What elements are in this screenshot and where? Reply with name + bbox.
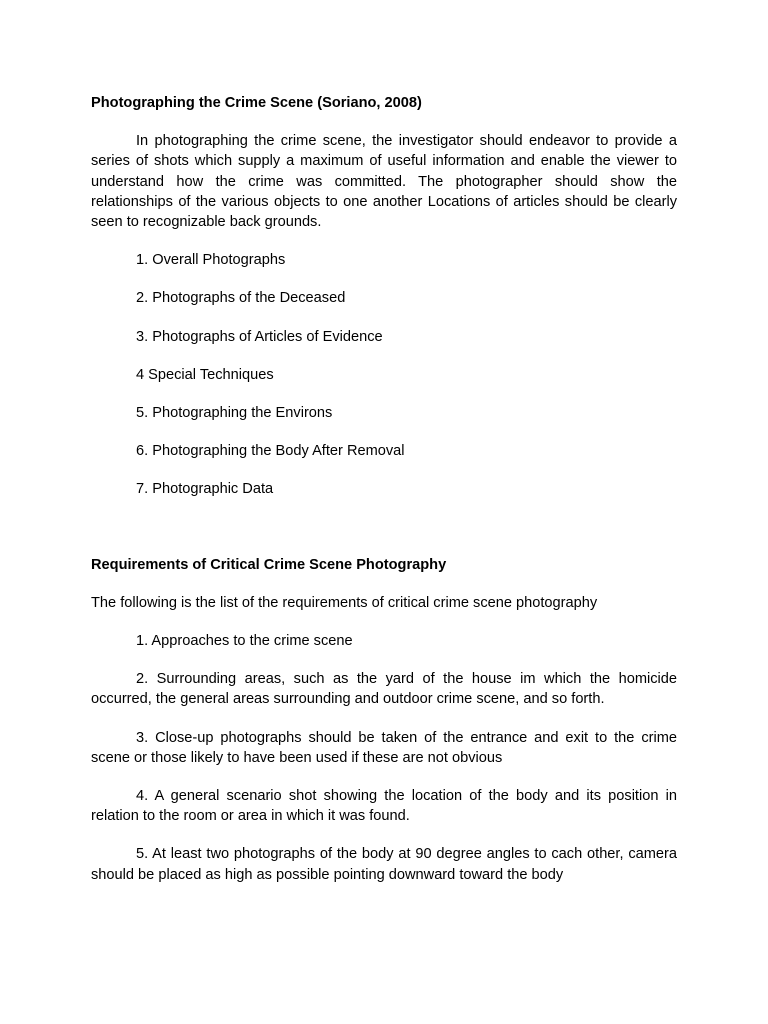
section-intro-paragraph: The following is the list of the requirements of critical crime scene photography bbox=[91, 594, 598, 611]
section-intro-paragraph: In photographing the crime scene, the investigator should endeavor to provide a series of shots which supply a maximum of useful information and enable the viewer to understand how the crime was committed. The photographer should show the relationships of the various objects to one another Locations of articles should be clearly seen to recognizable back grounds. bbox=[91, 133, 677, 231]
requirement-item: 3. Close-up photographs should be taken of the entrance and exit to the crime scene or those likely to have been used if these are not obvious bbox=[91, 729, 677, 766]
requirement-item: 2. Surrounding areas, such as the yard of the house im which the homicide occurred, the general areas surrounding and outdoor crime scene, and so forth. bbox=[91, 671, 677, 708]
requirement-item: 4. A general scenario shot showing the location of the body and its position in relation to the room or area in which it was found. bbox=[91, 788, 677, 825]
list-item: 5. Photographing the Environs bbox=[136, 405, 333, 422]
list-item: 4 Special Techniques bbox=[136, 366, 274, 383]
list-item: 2. Photographs of the Deceased bbox=[136, 290, 346, 307]
document-body bbox=[91, 93, 677, 903]
requirement-item: 5. At least two photographs of the body at 90 degree angles to cach other, camera should be placed as high as possible pointing downward toward the body bbox=[91, 846, 677, 883]
section-heading: Photographing the Crime Scene (Soriano, 2008) bbox=[91, 95, 422, 111]
section-heading: Requirements of Critical Crime Scene Photography bbox=[91, 556, 447, 573]
list-item: 1. Overall Photographs bbox=[136, 252, 286, 269]
list-item: 3. Photographs of Articles of Evidence bbox=[136, 328, 383, 345]
section-spacer bbox=[91, 518, 677, 555]
list-item: 6. Photographing the Body After Removal bbox=[136, 443, 405, 460]
list-item: 7. Photographic Data bbox=[136, 481, 274, 498]
requirement-item: 1. Approaches to the crime scene bbox=[136, 633, 353, 650]
